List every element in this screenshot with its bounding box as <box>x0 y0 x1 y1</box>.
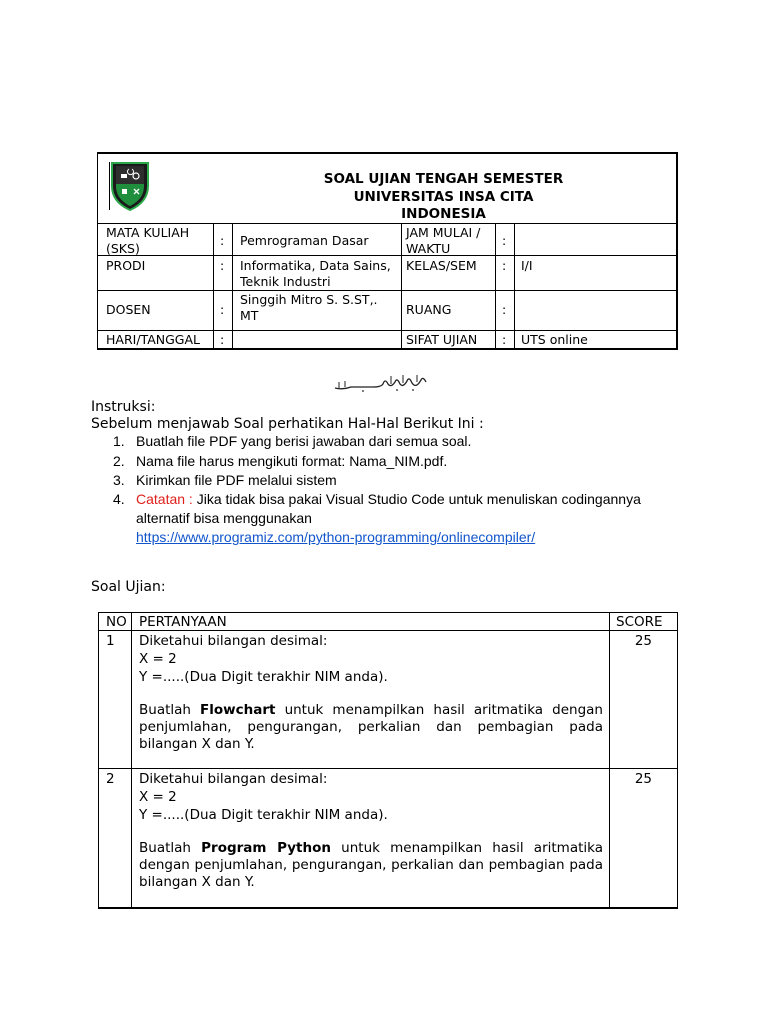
colon: : <box>220 258 225 273</box>
colon: : <box>220 233 225 248</box>
colon: : <box>502 332 507 347</box>
col-divider <box>609 612 610 909</box>
hari-tanggal-label: HARI/TANGGAL <box>106 332 200 347</box>
question-score: 25 <box>634 771 652 787</box>
row-divider <box>98 768 678 769</box>
mata-kuliah-label: MATA KULIAH (SKS) <box>106 225 190 256</box>
col-header-no: NO <box>106 614 127 630</box>
instruction-item: Nama file harus mengikuti format: Nama_NIM.pdf. <box>136 453 448 469</box>
question-score: 25 <box>634 633 652 649</box>
instruction-number: 2. <box>113 453 125 469</box>
note-label: Catatan <box>136 491 186 507</box>
col-header-question: PERTANYAAN <box>139 614 227 630</box>
colon: : <box>220 302 225 317</box>
row-divider <box>97 330 678 331</box>
instruction-item: Buatlah file PDF yang berisi jawaban dari semua soal. <box>136 433 472 449</box>
instruction-item: Kirimkan file PDF melalui sistem <box>136 472 337 488</box>
col-divider <box>232 223 233 349</box>
prodi-value: Informatika, Data Sains, Teknik Industri <box>240 258 391 289</box>
online-compiler-link[interactable]: https://www.programiz.com/python-programming/onlinecompiler/ <box>136 529 536 545</box>
kelas-value: I/I <box>521 258 533 273</box>
exam-title-line-2: UNIVERSITAS INSA CITA <box>353 188 534 205</box>
exam-title <box>97 171 678 224</box>
instruction-note <box>136 490 641 509</box>
question-number: 1 <box>106 633 115 649</box>
exam-title-line-1: SOAL UJIAN TENGAH SEMESTER <box>323 171 564 187</box>
colon: : <box>502 258 507 273</box>
prodi-label: PRODI <box>106 258 146 273</box>
instruction-number: 1. <box>113 433 125 449</box>
note-text-continued: alternatif bisa menggunakan <box>136 510 312 526</box>
instruction-number: 4. <box>113 491 125 507</box>
col-divider <box>514 223 515 349</box>
soal-heading: Soal Ujian: <box>91 579 166 595</box>
ruang-label: RUANG <box>406 302 452 317</box>
col-divider <box>131 612 132 909</box>
note-separator: : <box>185 491 197 507</box>
col-divider <box>495 223 496 349</box>
header-divider <box>97 223 678 224</box>
instruction-number: 3. <box>113 472 125 488</box>
sifat-ujian-value: UTS online <box>521 332 588 347</box>
question-1-task: Buatlah Flowchart untuk menampilkan hasil aritmatika dengan penjumlahan, pengurangan, perkalian dan pembagian pada bilangan X dan Y. <box>139 702 603 752</box>
question-number: 2 <box>106 771 115 787</box>
mata-kuliah-value: Pemrograman Dasar <box>240 233 369 248</box>
dosen-value: Singgih Mitro S. S.ST,. MT <box>240 292 378 323</box>
kelas-label: KELAS/SEM <box>406 258 477 273</box>
row-divider <box>97 290 678 291</box>
colon: : <box>220 332 225 347</box>
col-header-score: SCORE <box>616 614 663 630</box>
bismillah-calligraphy-icon <box>333 372 429 394</box>
question-1-text: Diketahui bilangan desimal: X = 2 Y =.....(Dua Digit terakhir NIM anda). Buatlah Flowchart untuk menampilkan hasil aritmatika dengan penjumlahan, pengurangan, perkalian dan pembagian pada bilangan X dan Y. <box>139 633 603 752</box>
col-divider <box>401 223 402 349</box>
colon: : <box>502 233 507 248</box>
col-divider <box>213 223 214 349</box>
jam-mulai-label: JAM MULAI / WAKTU <box>406 225 481 256</box>
sifat-ujian-label: SIFAT UJIAN <box>406 332 478 347</box>
exam-title-line-3: INDONESIA <box>401 206 486 222</box>
note-text: Jika tidak bisa pakai Visual Studio Code untuk menuliskan codingannya <box>196 491 641 507</box>
instructions-intro: Sebelum menjawab Soal perhatikan Hal-Hal Berikut Ini : <box>91 416 484 432</box>
instructions-heading: Instruksi: <box>91 399 156 415</box>
dosen-label: DOSEN <box>106 302 151 317</box>
question-2-task: Buatlah Program Python untuk menampilkan hasil aritmatika dengan penjumlahan, pengurangan, perkalian dan pembagian pada bilangan X dan Y. <box>139 840 603 890</box>
question-2-text: Diketahui bilangan desimal: X = 2 Y =.....(Dua Digit terakhir NIM anda). Buatlah Program Python untuk menampilkan hasil aritmatika dengan penjumlahan, pengurangan, perkalian dan pembagian pada bilangan X dan Y. <box>139 771 603 890</box>
colon: : <box>502 302 507 317</box>
